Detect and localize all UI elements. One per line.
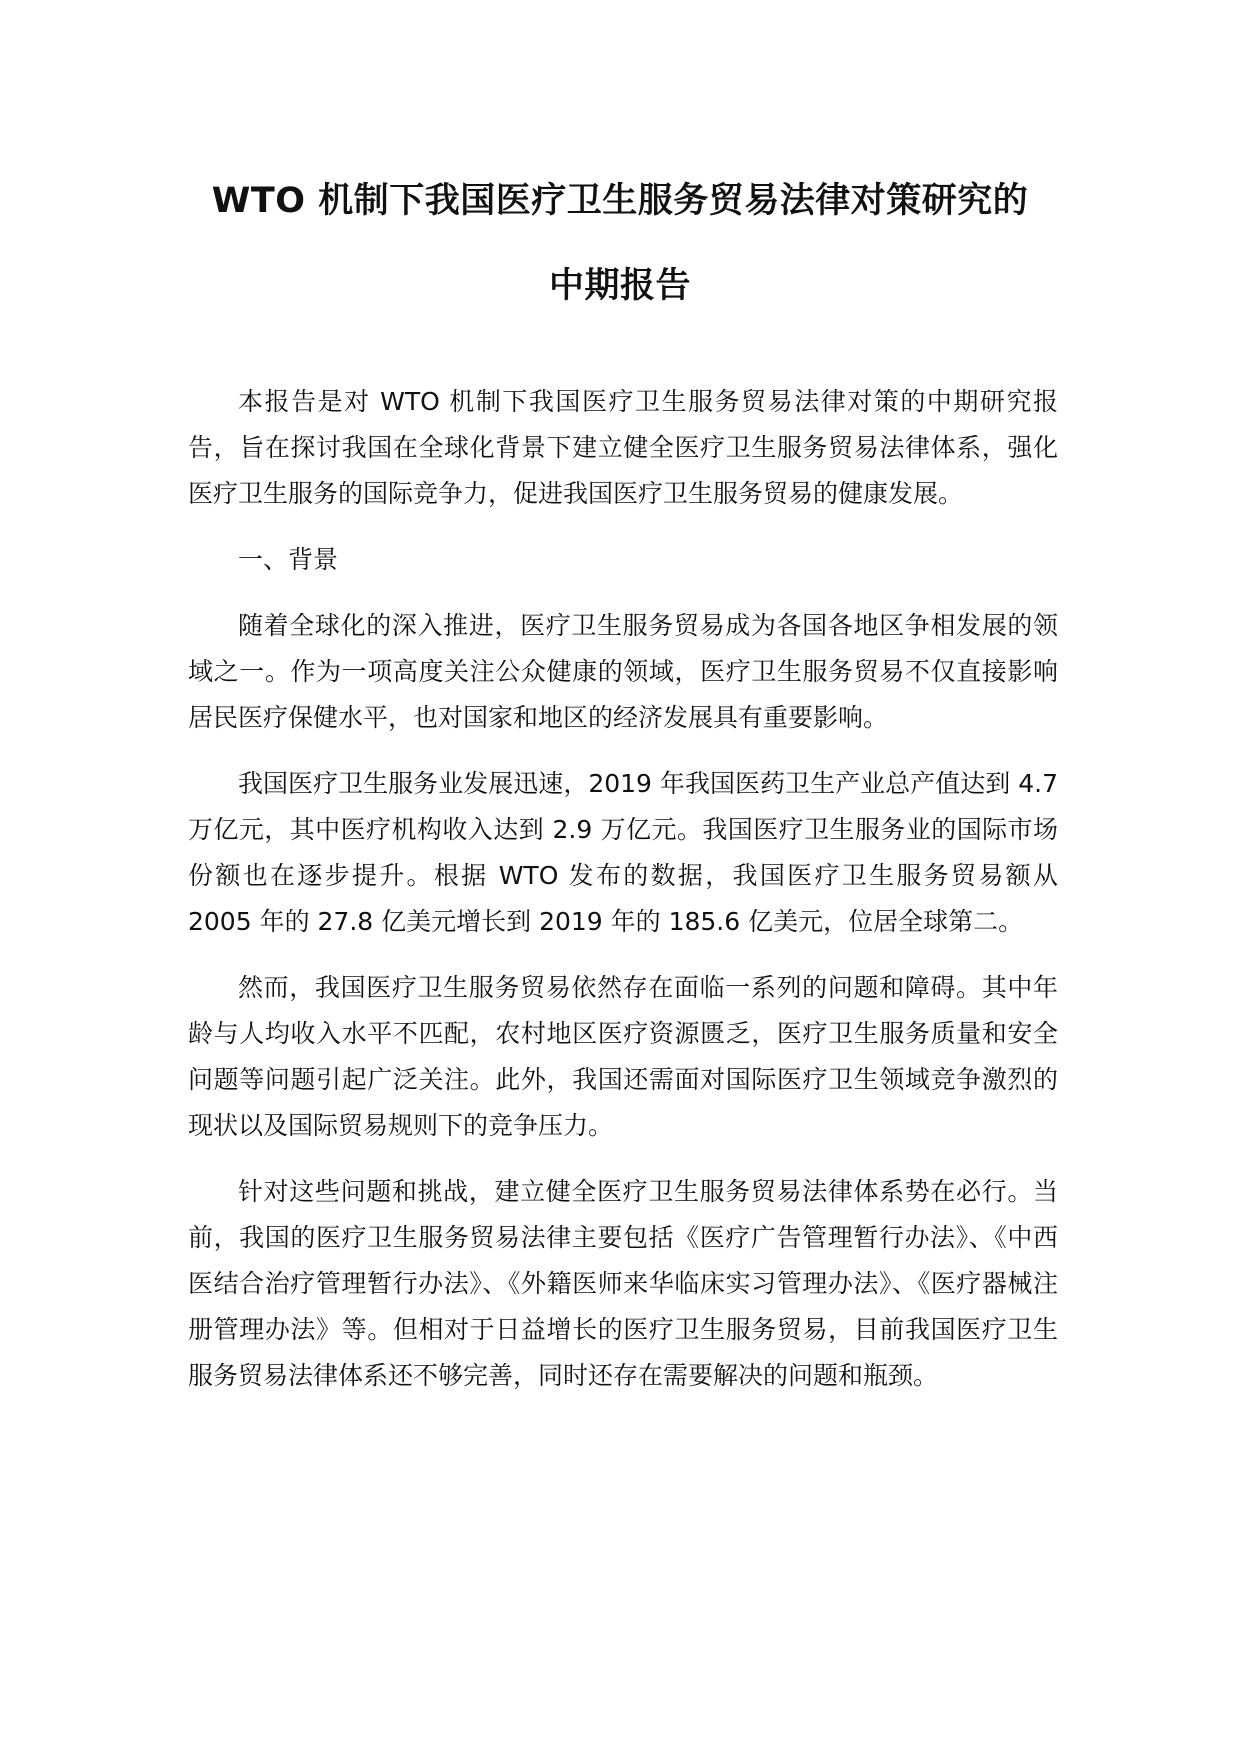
section-heading-background: 一、背景 <box>238 545 339 574</box>
background-paragraph-1: 随着全球化的深入推进，医疗卫生服务贸易成为各国各地区争相发展的领域之一。作为一项高度关注公众健康的领域，医疗卫生服务贸易不仅直接影响居民医疗保健水平，也对国家和地区的经济发展具有重要影响。 <box>188 611 1058 732</box>
background-paragraph-2: 我国医疗卫生服务业发展迅速，2019 年我国医药卫生产业总产值达到 4.7 万亿元，其中医疗机构收入达到 2.9 万亿元。我国医疗卫生服务业的国际市场份额也在逐步提升。根据 WTO 发布的数据，我国医疗卫生服务贸易额从 2005 年的 27.8 亿美元增长到 2019 年的 185.6 亿美元，位居全球第二。 <box>188 769 1058 936</box>
background-paragraph-4: 针对这些问题和挑战，建立健全医疗卫生服务贸易法律体系势在必行。当前，我国的医疗卫生服务贸易法律主要包括《医疗广告管理暂行办法》、《中西医结合治疗管理暂行办法》、《外籍医师来华临床实习管理办法》、《医疗器械注册管理办法》等。但相对于日益增长的医疗卫生服务贸易，目前我国医疗卫生服务贸易法律体系还不够完善，同时还存在需要解决的问题和瓶颈。 <box>188 1177 1058 1390</box>
background-paragraph-3: 然而，我国医疗卫生服务贸易依然存在面临一系列的问题和障碍。其中年龄与人均收入水平不匹配，农村地区医疗资源匮乏，医疗卫生服务质量和安全问题等问题引起广泛关注。此外，我国还需面对国际医疗卫生领域竞争激烈的现状以及国际贸易规则下的竞争压力。 <box>188 973 1058 1140</box>
document-body <box>188 379 1058 1419</box>
document-title-line-2: 中期报告 <box>548 266 691 306</box>
intro-paragraph: 本报告是对 WTO 机制下我国医疗卫生服务贸易法律对策的中期研究报告，旨在探讨我国在全球化背景下建立健全医疗卫生服务贸易法律体系，强化医疗卫生服务的国际竞争力，促进我国医疗卫生服务贸易的健康发展。 <box>188 387 1058 508</box>
document-title-line-1: WTO 机制下我国医疗卫生服务贸易法律对策研究的 <box>211 181 1029 221</box>
